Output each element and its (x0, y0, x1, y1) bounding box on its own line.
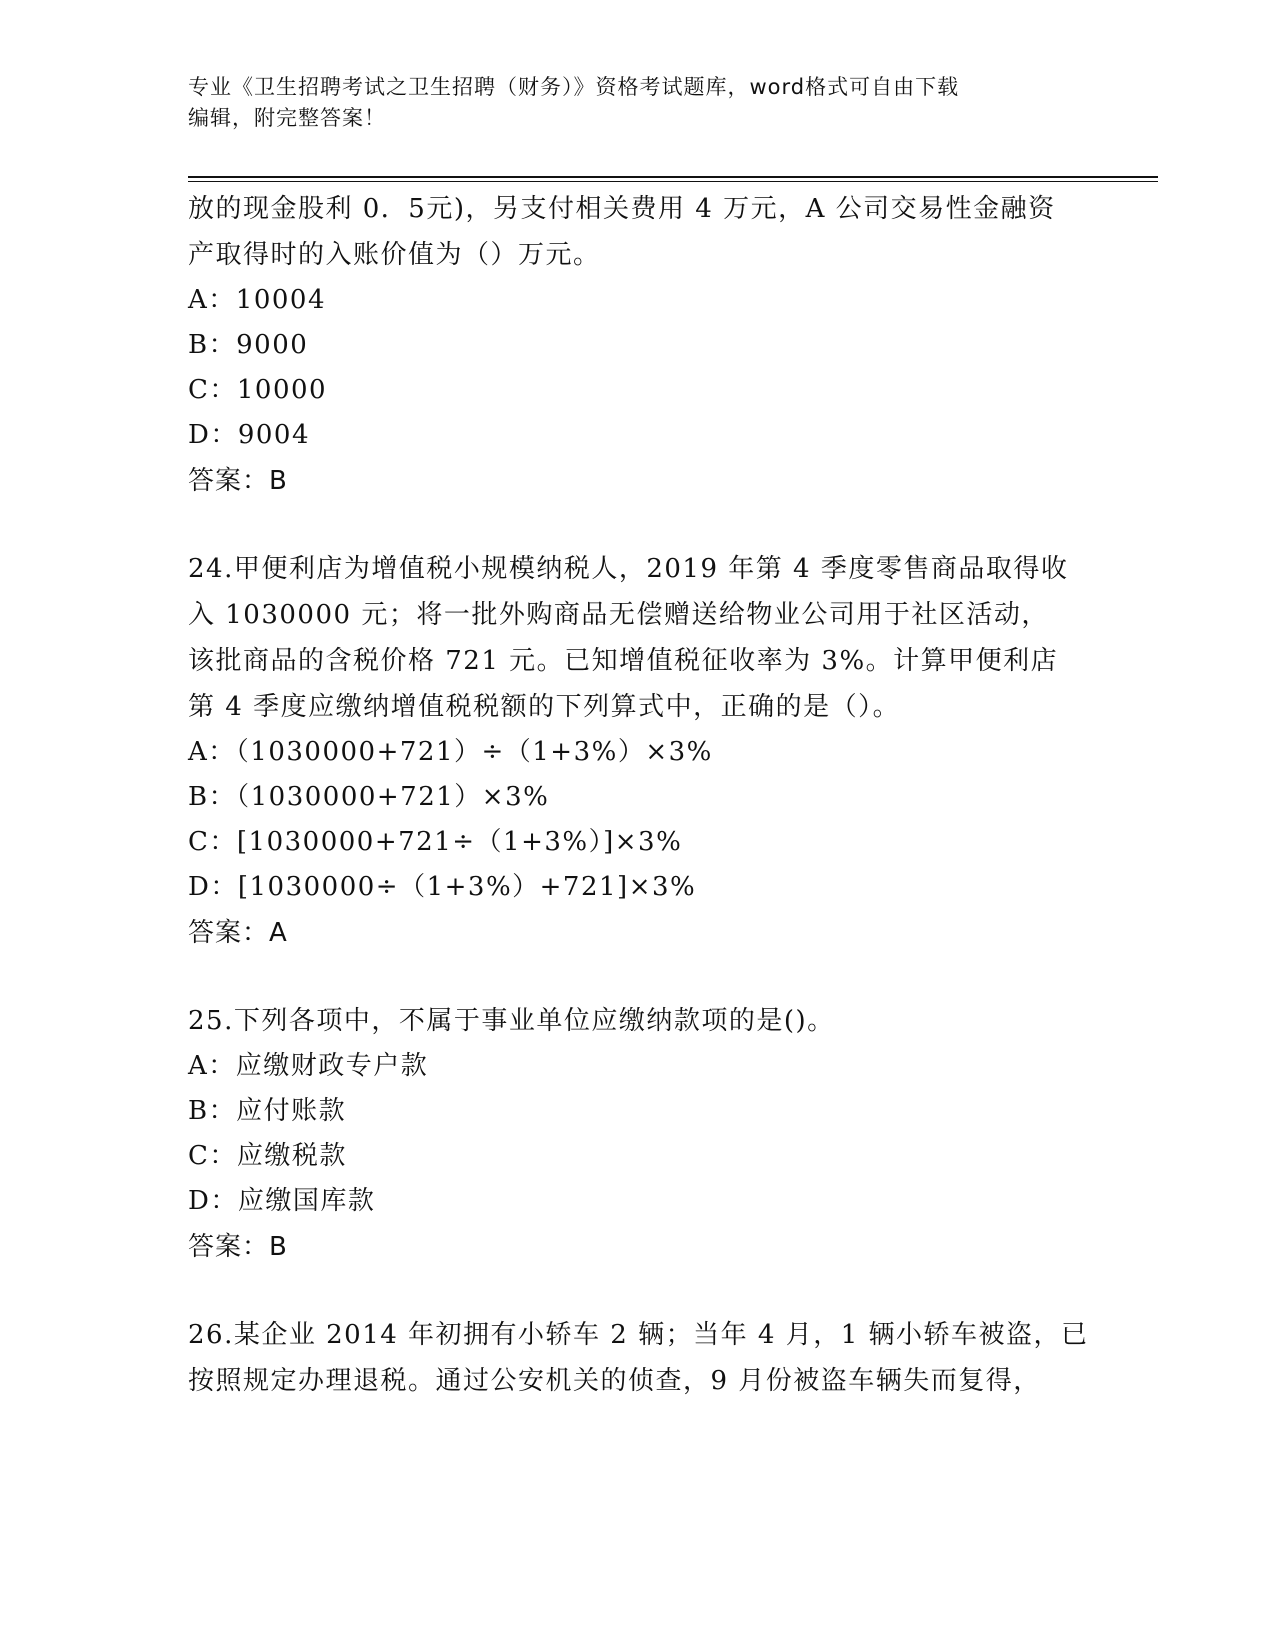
question-stem-line: 入 1030000 元；将一批外购商品无偿赠送给物业公司用于社区活动， (188, 600, 1049, 630)
question-stem-line: 放的现金股利 0．5元)，另支付相关费用 4 万元，A 公司交易性金融资 (188, 194, 1056, 224)
option-b: B：应付账款 (188, 1096, 347, 1126)
header-divider-thin (188, 181, 1158, 182)
question-26 (188, 1312, 1088, 1404)
answer-line: 答案：A (188, 918, 288, 948)
header-line-2: 编辑，附完整答案！ (188, 106, 386, 130)
option-d: D：9004 (188, 420, 311, 450)
page-header (188, 72, 1068, 134)
option-a: A：（1030000+721）÷（1+3%）×3% (188, 737, 713, 767)
question-stem-line: 26.某企业 2014 年初拥有小轿车 2 辆；当年 4 月，1 辆小轿车被盗，已 (188, 1320, 1089, 1350)
question-stem-line: 24.甲便利店为增值税小规模纳税人，2019 年第 4 季度零售商品取得收 (188, 554, 1069, 584)
question-stem-line: 该批商品的含税价格 721 元。已知增值税征收率为 3%。计算甲便利店 (188, 646, 1059, 676)
option-a: A：应缴财政专户款 (188, 1051, 429, 1081)
option-d: D：应缴国库款 (188, 1186, 376, 1216)
header-divider-thick (188, 176, 1158, 178)
question-24 (188, 546, 1088, 956)
question-stem-line: 按照规定办理退税。通过公安机关的侦查，9 月份被盗车辆失而复得， (188, 1366, 1041, 1396)
question-stem-line: 第 4 季度应缴纳增值税税额的下列算式中，正确的是（）。 (188, 692, 901, 722)
question-25 (188, 998, 1088, 1270)
question-stem-line: 25.下列各项中，不属于事业单位应缴纳款项的是()。 (188, 1006, 835, 1036)
question-stem-line: 产取得时的入账价值为（）万元。 (188, 240, 601, 270)
answer-line: 答案：B (188, 1232, 288, 1262)
option-c: C：10000 (188, 375, 328, 405)
option-d: D：[1030000÷（1+3%）+721]×3% (188, 872, 697, 902)
header-line-1: 专业《卫生招聘考试之卫生招聘（财务）》资格考试题库，word格式可自由下载 (188, 75, 960, 99)
answer-line: 答案：B (188, 466, 288, 496)
option-b: B：9000 (188, 330, 309, 360)
option-b: B：（1030000+721）×3% (188, 782, 550, 812)
option-c: C：应缴税款 (188, 1141, 347, 1171)
question-23 (188, 186, 1088, 504)
option-c: C：[1030000+721÷（1+3%）]×3% (188, 827, 683, 857)
document-body (188, 186, 1088, 1404)
option-a: A：10004 (188, 285, 326, 315)
